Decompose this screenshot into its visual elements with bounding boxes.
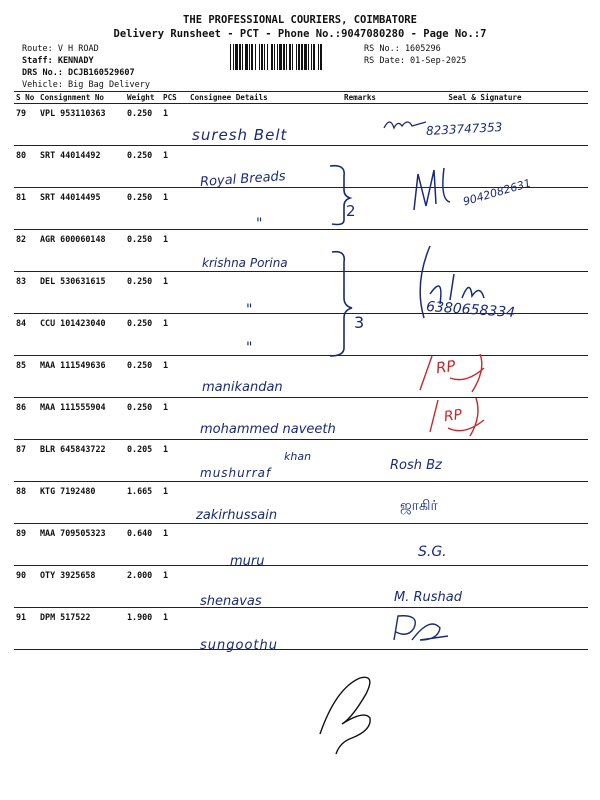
document-title: THE PROFESSIONAL COURIERS, COIMBATORE xyxy=(183,14,417,26)
sig-89: S.G. xyxy=(418,544,447,560)
sig-87: Rosh Bz xyxy=(390,458,442,473)
cell-pcs: 1 xyxy=(161,398,188,440)
cell-consignee xyxy=(188,314,342,356)
cell-pcs: 1 xyxy=(161,230,188,272)
hw-consignee-91: sungoothu xyxy=(200,638,278,653)
cell-weight: 0.250 xyxy=(125,314,161,356)
hw-bracket-number-82-84: 3 xyxy=(354,313,365,332)
cell-consignment: OTY 3925658 xyxy=(38,566,125,608)
sig-scribble-86 xyxy=(418,392,498,442)
col-sno: S No xyxy=(14,92,38,104)
cell-pcs: 1 xyxy=(161,188,188,230)
table-row xyxy=(14,524,588,566)
cell-consignment: KTG 7192480 xyxy=(38,482,125,524)
bracket-82-84 xyxy=(326,248,356,360)
hw-consignee-86-khan: khan xyxy=(284,450,312,463)
hw-consignee-85: manikandan xyxy=(202,380,283,395)
cell-consignment: MAA 111555904 xyxy=(38,398,125,440)
cell-pcs: 1 xyxy=(161,566,188,608)
cell-weight: 0.250 xyxy=(125,356,161,398)
cell-sno: 80 xyxy=(14,146,38,188)
cell-sno: 84 xyxy=(14,314,38,356)
cell-remarks xyxy=(342,440,382,482)
cell-remarks xyxy=(342,524,382,566)
cell-remarks xyxy=(342,608,382,650)
cell-consignment: MAA 709505323 xyxy=(38,524,125,566)
drs-label: DRS No.: DCJB160529607 xyxy=(22,68,135,78)
col-consignment: Consignment No xyxy=(38,92,125,104)
cell-sno: 87 xyxy=(14,440,38,482)
col-remarks: Remarks xyxy=(342,92,382,104)
cell-pcs: 1 xyxy=(161,440,188,482)
table-row xyxy=(14,608,588,650)
cell-remarks xyxy=(342,398,382,440)
cell-weight: 0.205 xyxy=(125,440,161,482)
hw-bracket-number-80-81: 2 xyxy=(346,202,356,220)
cell-consignment: MAA 111549636 xyxy=(38,356,125,398)
cell-consignee xyxy=(188,188,342,230)
runsheet-table xyxy=(14,91,588,650)
sig-scribble-85 xyxy=(410,350,500,395)
cell-sno: 82 xyxy=(14,230,38,272)
cell-weight: 0.250 xyxy=(125,230,161,272)
cell-pcs: 1 xyxy=(161,314,188,356)
cell-consignment: VPL 953110363 xyxy=(38,104,125,146)
cell-consignment: DPM 517522 xyxy=(38,608,125,650)
rs-no-label: RS No.: 1605296 xyxy=(364,44,441,54)
hw-consignee-82: krishna Porina xyxy=(202,256,288,270)
hw-ditto-84: " xyxy=(246,340,253,356)
cell-weight: 0.250 xyxy=(125,398,161,440)
hw-consignee-89: muru xyxy=(230,554,265,569)
cell-remarks xyxy=(342,566,382,608)
col-pcs: PCS xyxy=(161,92,188,104)
cell-weight: 2.000 xyxy=(125,566,161,608)
cell-consignment: DEL 530631615 xyxy=(38,272,125,314)
cell-weight: 1.665 xyxy=(125,482,161,524)
sig-88-tamil: ஜாகிர் xyxy=(400,498,438,514)
sig-90: M. Rushad xyxy=(394,590,462,605)
cell-consignee xyxy=(188,272,342,314)
cell-sno: 81 xyxy=(14,188,38,230)
cell-remarks xyxy=(342,356,382,398)
cell-pcs: 1 xyxy=(161,104,188,146)
cell-weight: 1.900 xyxy=(125,608,161,650)
cell-pcs: 1 xyxy=(161,356,188,398)
hw-ditto-81: " xyxy=(256,216,263,232)
sig-phone-79: 8233747353 xyxy=(425,120,503,138)
hw-consignee-87: mushurraf xyxy=(200,466,272,480)
table-row xyxy=(14,146,588,188)
cell-signature xyxy=(382,524,588,566)
sig-stamp-86: RP xyxy=(442,406,464,426)
cell-weight: 0.250 xyxy=(125,272,161,314)
col-signature: Seal & Signature xyxy=(382,92,588,104)
route-label: Route: V H ROAD xyxy=(22,44,99,54)
cell-consignment: AGR 600060148 xyxy=(38,230,125,272)
cell-consignment: SRT 44014492 xyxy=(38,146,125,188)
hw-consignee-88: zakirhussain xyxy=(196,508,278,523)
col-weight: Weight xyxy=(125,92,161,104)
cell-sno: 79 xyxy=(14,104,38,146)
cell-consignment: SRT 44014495 xyxy=(38,188,125,230)
col-consignee: Consignee Details xyxy=(188,92,342,104)
cell-weight: 0.250 xyxy=(125,104,161,146)
sig-stamp-85: RP xyxy=(434,356,457,378)
cell-weight: 0.250 xyxy=(125,188,161,230)
sig-scribble-79 xyxy=(382,114,428,136)
sig-phone-80-81: 9042082631 xyxy=(461,176,533,209)
vehicle-label: Vehicle: Big Bag Delivery xyxy=(22,80,150,90)
cell-pcs: 1 xyxy=(161,272,188,314)
table-row xyxy=(14,566,588,608)
table-row xyxy=(14,356,588,398)
hw-consignee-79: suresh Belt xyxy=(192,126,288,144)
sig-phone-82-84: 6380658334 xyxy=(425,298,516,322)
cell-consignment: BLR 645843722 xyxy=(38,440,125,482)
hw-consignee-80: Royal Breads xyxy=(199,169,287,190)
barcode xyxy=(230,44,355,70)
cell-pcs: 1 xyxy=(161,482,188,524)
hw-consignee-86: mohammed naveeth xyxy=(200,422,336,437)
cell-sno: 90 xyxy=(14,566,38,608)
cell-consignee xyxy=(188,524,342,566)
cell-pcs: 1 xyxy=(161,146,188,188)
cell-remarks xyxy=(342,482,382,524)
document-subtitle: Delivery Runsheet - PCT - Phone No.:9047080280 - Page No.:7 xyxy=(113,28,487,40)
cell-sno: 85 xyxy=(14,356,38,398)
cell-pcs: 1 xyxy=(161,524,188,566)
cell-weight: 0.250 xyxy=(125,146,161,188)
cell-pcs: 1 xyxy=(161,608,188,650)
table-row xyxy=(14,482,588,524)
sig-scribble-91 xyxy=(390,612,450,644)
cell-sno: 91 xyxy=(14,608,38,650)
bracket-80-81 xyxy=(326,162,356,228)
cell-consignment: CCU 101423040 xyxy=(38,314,125,356)
cell-sno: 89 xyxy=(14,524,38,566)
rs-date-label: RS Date: 01-Sep-2025 xyxy=(364,56,467,66)
hw-consignee-90: shenavas xyxy=(200,594,262,609)
hw-ditto-83: " xyxy=(246,302,253,318)
cell-sno: 88 xyxy=(14,482,38,524)
staff-label: Staff: KENNADY xyxy=(22,56,94,66)
sig-scribble-80-81 xyxy=(404,160,474,220)
supervisor-signature xyxy=(312,668,392,758)
table-header-row xyxy=(14,92,588,104)
cell-sno: 83 xyxy=(14,272,38,314)
cell-weight: 0.640 xyxy=(125,524,161,566)
cell-sno: 86 xyxy=(14,398,38,440)
cell-remarks xyxy=(342,104,382,146)
